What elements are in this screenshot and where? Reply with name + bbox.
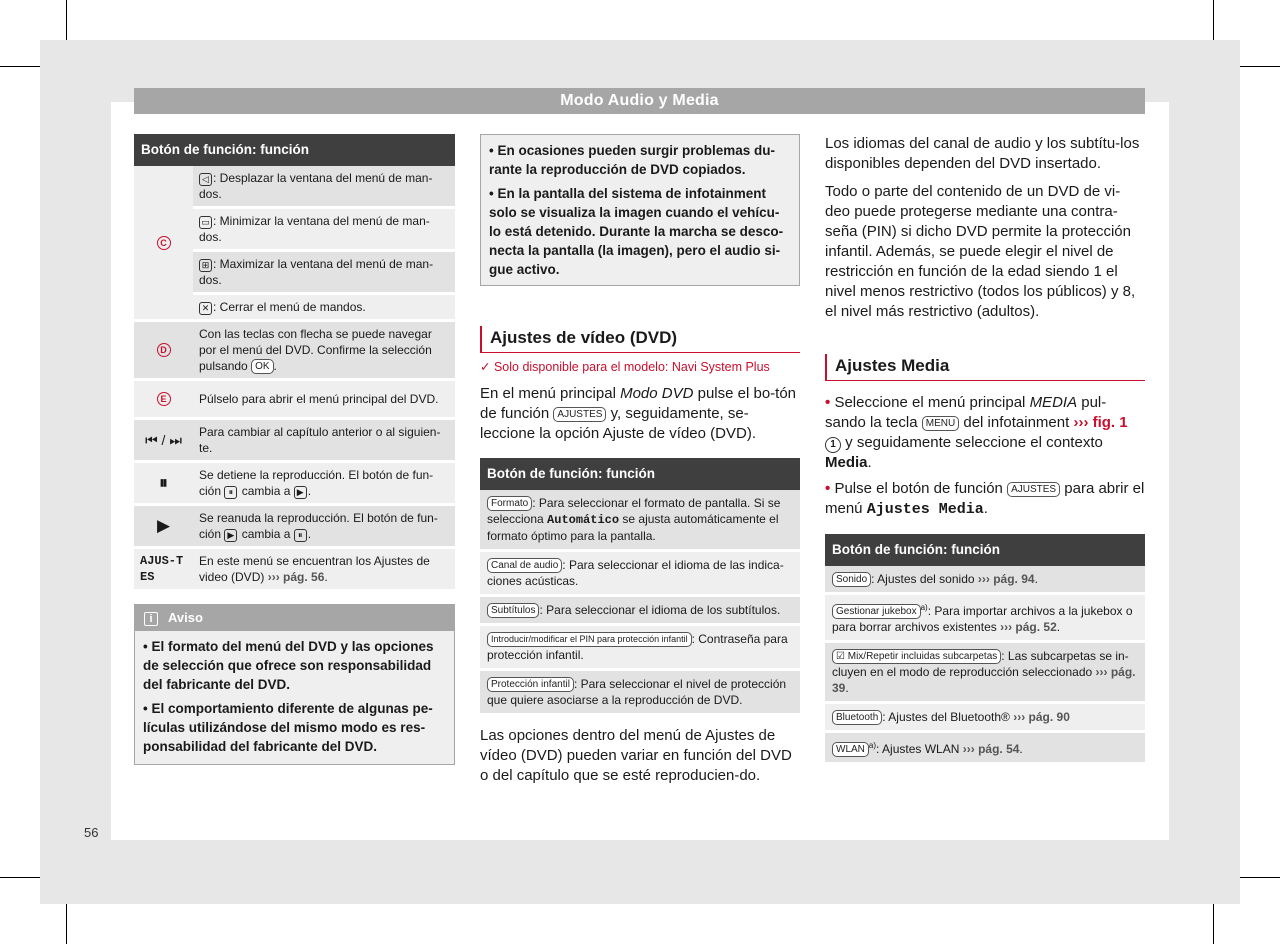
row-text: Para cambiar al capítulo anterior o al siguien-te. [199,425,441,455]
video-function-table [480,458,800,716]
row-text: : Ajustes del sonido [871,572,975,586]
notice-item-text: El comportamiento diferente de algunas pe-lículas utilizándose del mismo modo es res-ponsabilidad del fabricante del DVD. [143,701,433,754]
row-text: : Para seleccionar el idioma de los subtítulos. [539,603,781,617]
notice-item [143,699,446,756]
text: pulse el bo-tón de función [480,385,797,422]
pause-text: Se detiene la reproducción. El botón de fun-ción [199,468,434,498]
footnote-marker: a) [920,603,928,612]
row-end: . [845,681,849,695]
info-icon: i [144,612,158,626]
text: Pulse el botón de función [834,480,1003,497]
table-row [825,733,1145,765]
warning-item [489,184,791,279]
option-name: Automático [547,513,620,527]
table-row [480,552,800,597]
row-text: : Para seleccionar el nivel de protección que quiere asociarse a la reproducción de DVD. [487,677,787,707]
checkbox-icon: ☑ [836,651,845,662]
play-small-icon: ▶ [224,529,237,542]
function-key: Gestionar jukebox [832,604,921,619]
row-end: . [1056,620,1061,634]
page-reference: ››› pág. 94 [977,572,1035,586]
c-subrow [193,166,455,209]
context-name: Media [825,454,868,471]
function-key: Introducir/modificar el PIN para protección infantil [487,632,692,647]
bullet-icon: • [489,186,498,201]
table-row [480,671,800,716]
page-reference: ››› pág. 90 [1013,710,1070,724]
c-subrow [193,209,455,252]
page-header: Modo Audio y Media [134,88,1145,114]
menu-key: MENU [922,416,959,431]
e-circle-icon: E [157,392,171,406]
pause-mid: cambia a [241,484,291,498]
c-subrows [193,166,455,319]
bullet-icon: • [489,143,498,158]
table-row [480,490,800,552]
c-subrow-text: : Desplazar la ventana del menú de man-dos. [199,171,433,201]
c-subrow-text: : Minimizar la ventana del menú de man-dos. [199,214,430,244]
function-key: Sonido [832,572,871,587]
row-text: Púlselo para abrir el menú principal del DVD. [199,392,439,406]
minimize-icon: ▭ [199,216,212,229]
notice-box [134,604,455,765]
menu-name: Modo DVD [620,385,694,402]
function-key: Canal de audio [487,558,562,573]
function-key [832,649,1001,664]
row-text: : Para seleccionar el idioma de las indica-ciones acústicas. [487,558,784,588]
pause-small-icon: ⏸ [224,486,237,499]
table-row-c [134,166,455,322]
warning-item-text: En la pantalla del sistema de infotainment solo se visualiza la imagen cuando el vehícu-lo está detenido. Durante la marcha se desco-necta la pantalla (la imagen), pero el audio si-gue activo. [489,186,784,277]
row-text: : Ajustes WLAN [876,742,960,756]
key-c [134,166,193,319]
c-subrow-text: : Cerrar el menú de mandos. [213,300,366,314]
media-function-table [825,534,1145,765]
row-end: . [1034,572,1038,586]
warning-box [480,134,800,286]
instruction-2: • Pulse el botón de función AJUSTES para abrir el menú Ajustes Media. [825,480,1145,518]
table-row-play [134,506,455,549]
crop-mark [1213,0,1214,40]
c-subrow [193,295,455,319]
section-heading-media: Ajustes Media [825,354,1145,381]
page-reference: ››› pág. 54 [962,742,1020,756]
maximize-icon: ⊞ [199,259,212,272]
crop-mark [0,877,40,878]
row-text: : Ajustes del Bluetooth® [882,710,1010,724]
page-reference: ››› pág. 52 [1000,620,1057,634]
table-row-ajustes [134,549,455,592]
page-reference: ››› pág. 39 [832,665,1136,695]
ajustes-key: AJUSTES [1007,482,1060,497]
table-title: Botón de función: función [825,534,1145,566]
column-right [825,134,1145,765]
row-text: : Contraseña para protección infantil. [487,632,788,662]
warning-item [489,141,791,179]
notice-item [143,637,446,694]
bullet-icon: • [143,639,152,654]
row-text: se ajusta automáticamente el formato óptimo para la pantalla. [487,512,779,543]
ajustes-text: En este menú se encuentran los Ajustes de video (DVD) [199,554,430,584]
ajustes-key: AJUSTES [553,407,606,422]
crop-mark [1240,66,1280,67]
pause-small-icon: ⏸ [294,529,307,542]
page-reference: ››› pág. 56 [267,570,325,584]
crop-mark [66,0,67,40]
footnote-marker: a) [868,741,877,750]
play-icon: ▶ [156,516,171,535]
instruction-1: • Seleccione el menú principal MEDIA pul-sando la tecla MENU del infotainment ››› fig. 1 1 y seguidamente seleccione el contexto Media. [825,394,1128,471]
warning-item-text: En ocasiones pueden surgir problemas du-rante la reproducción de DVD copiados. [489,143,776,177]
play-small-icon: ▶ [294,486,307,499]
function-key: Bluetooth [832,710,882,725]
figure-reference: ››› fig. 1 [1073,414,1128,431]
table-row [825,595,1145,643]
table-row-d [134,322,455,381]
table-row-e [134,381,455,420]
close-icon: ✕ [199,302,212,315]
crop-mark [66,904,67,944]
video-outro: Las opciones dentro del menú de Ajustes de vídeo (DVD) pueden variar en función del DVD o del capítulo que se esté reproducien-do. [480,727,792,784]
row-text: : Para seleccionar el formato de pantalla. Si se selecciona [487,496,781,526]
availability-note: ✓ Solo disponible para el modelo: Navi System Plus [480,360,770,374]
menu-name: MEDIA [1029,394,1078,411]
notice-title [135,605,454,631]
ok-key: OK [251,359,273,374]
notice-item-text: El formato del menú del DVD y las opciones de selección que ofrece son responsabilidad del fabricante del DVD. [143,639,434,692]
crop-mark [1240,877,1280,878]
table-row [480,626,800,671]
function-table [134,166,455,592]
key-e [134,381,193,417]
function-key: Formato [487,496,532,511]
row-text: Se reanuda la reproducción. El botón de fun-ción ▶ cambia a ⏸ . [199,511,438,541]
table-row [825,643,1145,704]
bullet-icon: • [825,394,831,411]
section-heading-video: Ajustes de vídeo (DVD) [480,326,800,353]
text: y seguidamente seleccione el contexto [845,434,1103,451]
bullet-icon: • [825,480,831,497]
ajustes-key: AJUS-TES [140,554,184,584]
text: para abrir el menú [825,480,1145,517]
table-title: Botón de función: función [480,458,800,490]
function-key: Protección infantil [487,677,574,692]
key-d [134,322,193,378]
column-left [134,134,455,765]
c-subrow-text: : Maximizar la ventana del menú de man-dos. [199,257,434,287]
crop-mark [0,66,40,67]
bullet-icon: • [143,701,152,716]
crop-mark [1213,904,1214,944]
play-text: Se reanuda la reproducción. El botón de fun-ción [199,511,438,541]
menu-name: Ajustes Media [866,501,984,518]
column-middle [480,134,800,786]
d-circle-icon: D [157,343,171,357]
text: pul-sando la tecla [825,394,1107,431]
table-row-pause [134,463,455,506]
function-key: Subtítulos [487,603,539,618]
video-intro [480,384,800,444]
paragraph: Los idiomas del canal de audio y los subtítu-los disponibles dependen del DVD insertado. [825,135,1140,172]
scroll-left-icon: ◁ [199,173,212,186]
table-title: Botón de función: función [134,134,455,166]
row-text: En este menú se encuentran los Ajustes de video (DVD) ››› pág. 56. [199,554,430,584]
row-end: . [1019,742,1023,756]
text: Seleccione el menú principal [834,394,1026,411]
notice-body [135,631,454,764]
skip-icon: ⏮ / ⏭ [145,432,182,448]
pause-icon: ⏸ [159,473,168,492]
callout-1-icon: 1 [825,437,841,453]
paragraph: Todo o parte del contenido de un DVD de vi-deo puede protegerse mediante una contra-seña (PIN) si dicho DVD permite la protección infantil. Además, se puede elegir el nivel de restricción en función de la edad siendo 1 el nivel menos restrictivo (todos los públicos) y 8, el nivel más restrictivo (adultos). [825,183,1136,320]
c-subrow [193,252,455,295]
row-text: : Para importar archivos a la jukebox o para borrar archivos existentes [832,604,1133,634]
table-row [480,597,800,626]
row-text: Se detiene la reproducción. El botón de fun-ción ⏸ cambia a ▶ . [199,468,434,498]
text: En el menú principal [480,385,616,402]
table-row [825,704,1145,733]
table-row [825,566,1145,595]
play-mid: cambia a [241,527,291,541]
function-key-label: Mix/Repetir incluidas subcarpetas [847,651,998,662]
text: del infotainment [963,414,1070,431]
function-key: WLAN [832,742,869,757]
table-row-skip [134,420,455,463]
row-text: Con las teclas con flecha se puede navegar por el menú del DVD. Confirme la selección pulsando OK . [199,327,432,373]
row-text: : Las subcarpetas se in-cluyen en el modo de reproducción seleccionado [832,649,1129,679]
text: y, seguidamente, se-leccione la opción Ajuste de vídeo (DVD). [480,405,756,442]
page-number: 56 [84,825,99,840]
c-circle-icon: C [157,236,171,250]
notice-title-text: Aviso [168,610,203,625]
d-text: Con las teclas con flecha se puede navegar por el menú del DVD. Confirme la selección pulsando [199,327,432,373]
